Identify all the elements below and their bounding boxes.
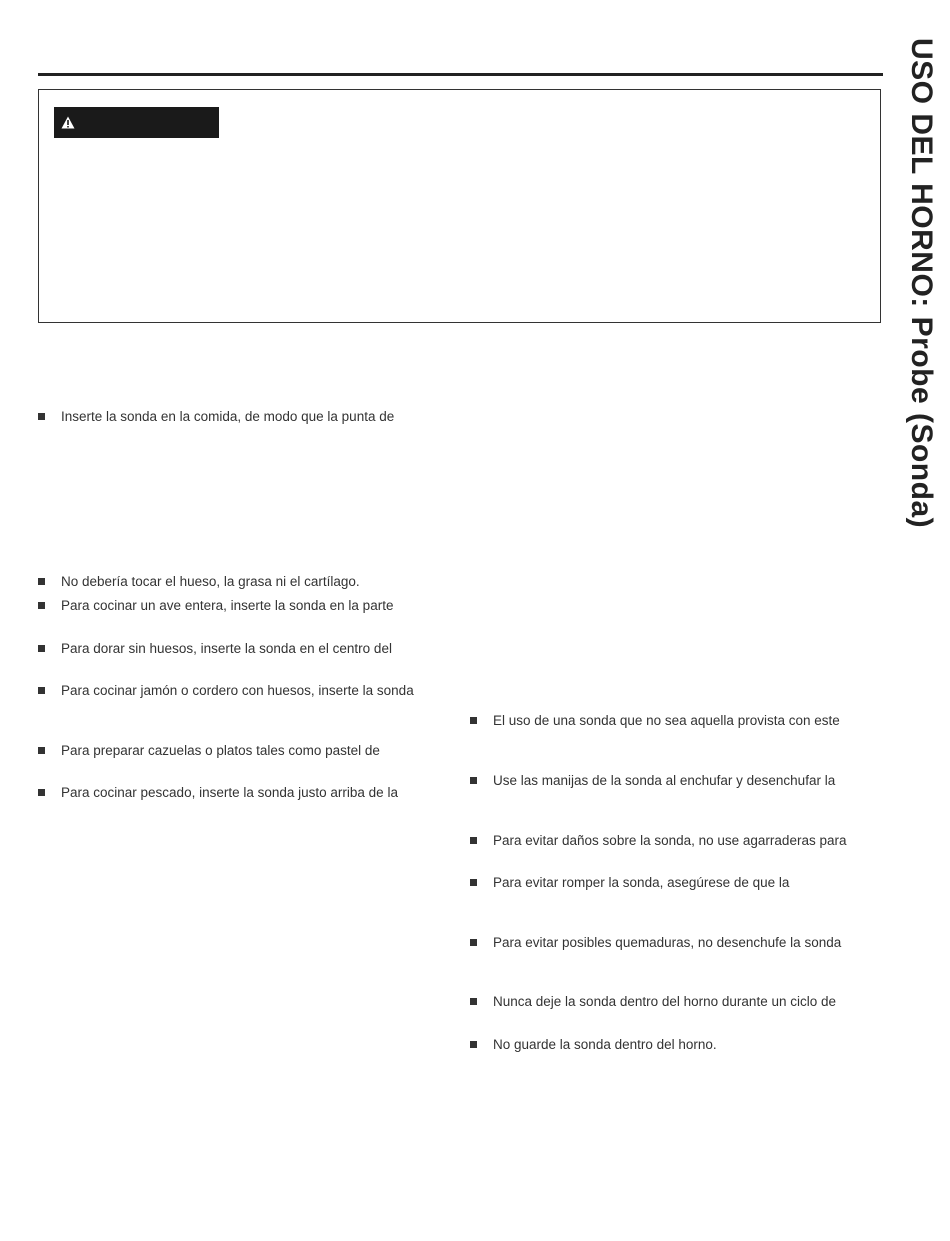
bullet-square-icon [470, 939, 477, 946]
warning-triangle-icon [61, 116, 75, 129]
bullet-square-icon [38, 578, 45, 585]
bullet-square-icon [470, 777, 477, 784]
header-rule [38, 73, 883, 76]
bullet-square-icon [470, 717, 477, 724]
bullet-square-icon [38, 747, 45, 754]
bullet-square-icon [470, 998, 477, 1005]
bullet-square-icon [38, 413, 45, 420]
bullet-square-icon [470, 1041, 477, 1048]
bullet-square-icon [38, 687, 45, 694]
bullet-square-icon [470, 879, 477, 886]
warning-banner [54, 107, 219, 138]
bullet-square-icon [38, 789, 45, 796]
warning-box [38, 89, 881, 323]
section-title: USO DEL HORNO: Probe (Sonda) [905, 38, 938, 529]
bullet-square-icon [470, 837, 477, 844]
bullet-square-icon [38, 602, 45, 609]
bullet-square-icon [38, 645, 45, 652]
